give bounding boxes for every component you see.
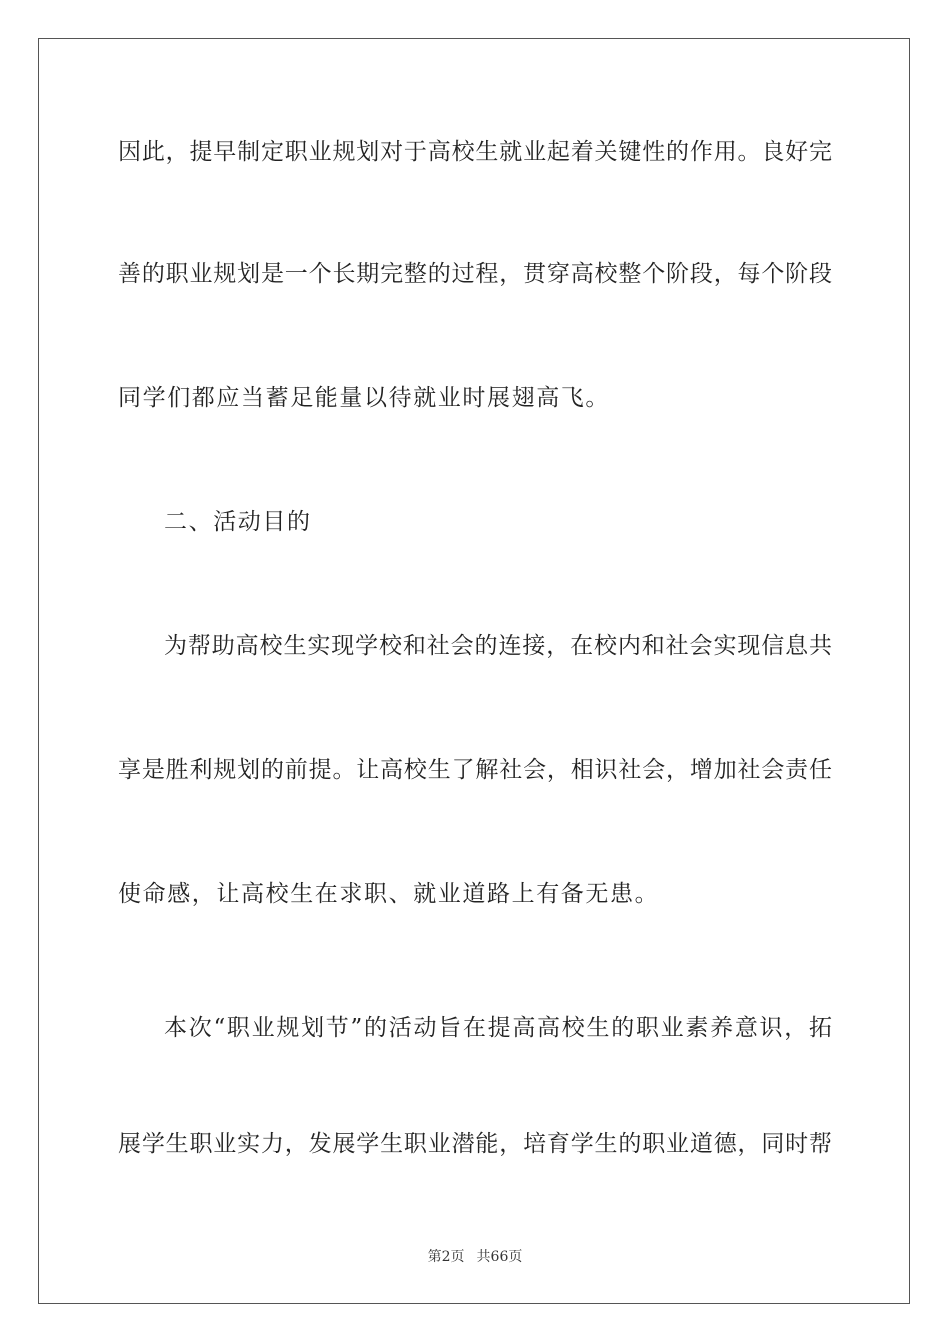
page-total: 共66页 bbox=[476, 1249, 523, 1265]
body-text-line: 因此，提早制定职业规划对于高校生就业起着关键性的作用。良好完 bbox=[118, 139, 832, 165]
paragraph-first-line: 为帮助高校生实现学校和社会的连接，在校内和社会实现信息共 bbox=[164, 633, 832, 659]
body-text-line: 同学们都应当蓄足能量以待就业时展翅高飞。 bbox=[118, 385, 610, 411]
body-text-line: 使命感，让高校生在求职、就业道路上有备无患。 bbox=[118, 881, 660, 907]
section-heading: 二、活动目的 bbox=[164, 509, 312, 535]
body-text-line: 展学生职业实力，发展学生职业潜能，培育学生的职业道德，同时帮 bbox=[118, 1131, 832, 1157]
page-footer bbox=[0, 1248, 950, 1266]
body-text-line: 善的职业规划是一个长期完整的过程，贯穿高校整个阶段，每个阶段 bbox=[118, 261, 832, 287]
page-border bbox=[38, 38, 910, 1304]
paragraph-first-line: 本次“职业规划节”的活动旨在提高高校生的职业素养意识，拓 bbox=[164, 1015, 832, 1041]
body-text-line: 享是胜利规划的前提。让高校生了解社会，相识社会，增加社会责任 bbox=[118, 757, 832, 783]
page-number: 第2页 bbox=[427, 1249, 465, 1265]
